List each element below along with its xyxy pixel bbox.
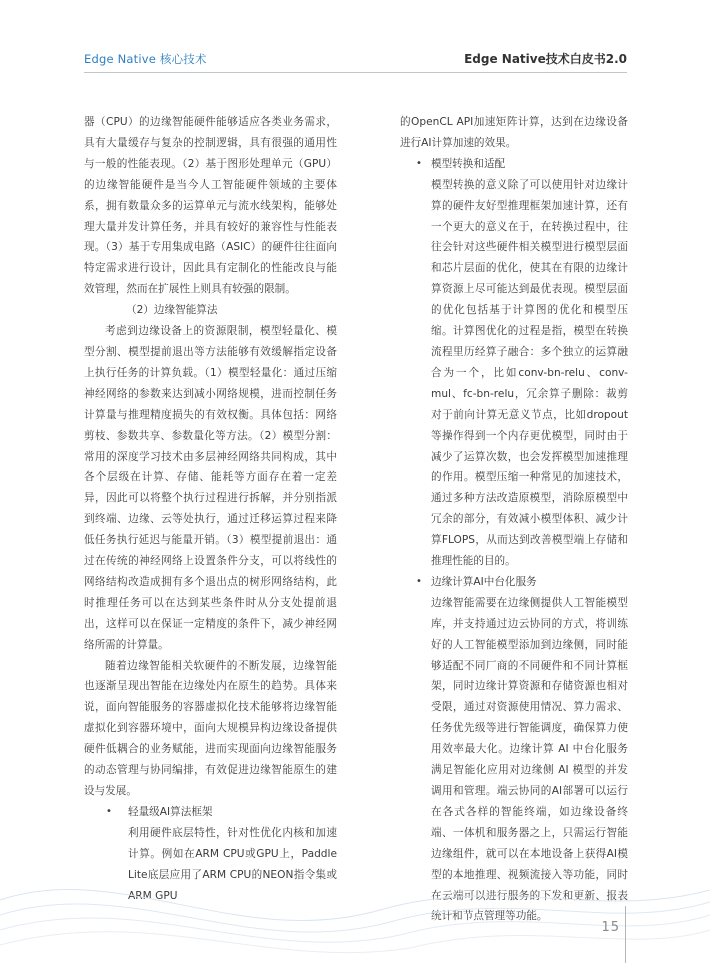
paragraph-hardware: 器（CPU）的边缘智能硬件能够适应各类业务需求，具有大量缓存与复杂的控制逻辑，具有很强的通用性与一般的性能表现。（2）基于图形处理单元（GPU）的边缘智能硬件是当今人工智能硬件领域的主要体系，拥有数量众多的运算单元与流水线架构，能够处理大量并发计算任务，并具有较好的兼容性与性能表现。（3）基于专用集成电路（ASIC）的硬件往往面向特定需求进行设计，因此具有定制化的性能改良与能效管理，然而在扩展性上则具有较强的限制。 bbox=[84, 116, 337, 296]
bullet-lightweight-framework-title: • 轻量级AI算法框架 bbox=[84, 802, 337, 823]
bullet-lightweight-framework-body: 利用硬件底层特性，针对性优化内核和加速计算。例如在ARM CPU或GPU上，Paddle Lite底层应用了ARM CPU的NEON指令集或ARM GPU bbox=[128, 826, 337, 902]
header-section-title: Edge Native 核心技术 bbox=[84, 52, 207, 66]
bullet-ai-platform-body: 边缘智能需要在边缘侧提供人工智能模型库，并支持通过边云协同的方式，将训练好的人工智能模型添加到边缘侧，同时能够适配不同厂商的不同硬件和不同计算框架，同时边缘计算资源和存储资源也相对受限，通过对资源使用情况、算力需求、任务优先级等进行智能调度，确保算力使用效率最大化。边缘计算 AI 中台化服务满足智能化应用对边缘侧 AI 模型的并发调用和管理。端云协同的AI部署可以运行在各式各样的智能终端，如边缘设备终端、一体机和服务器之上，只需运行智能边缘组件，就可以在本地设备上获得AI模型的本地推理、视频流接入等功能，同时在云端可以进行服务的下发和更新、报表统计和节点管理等功能。 bbox=[431, 596, 628, 923]
page-number: 15 bbox=[601, 920, 620, 935]
bullet-ai-platform-title: • 边缘计算AI中台化服务 bbox=[400, 572, 628, 593]
page-number-bar bbox=[625, 906, 626, 963]
header-divider bbox=[84, 72, 627, 73]
paragraph-algorithms: 考虑到边缘设备上的资源限制，模型轻量化、模型分割、模型提前退出等方法能够有效缓解指定设备上执行任务的计算负载。（1）模型轻量化：通过压缩神经网络的参数来达到减小网络规模，进而控制任务计算量与推理精度损失的有效权衡。具体包括：网络剪枝、参数共享、参数量化等方法。（2）模型分割：常用的深度学习技术由多层神经网络共同构成，其中各个层级在计算、存储、能耗等方面存在着一定差异，因此可以将整个执行过程进行拆解，并分别指派到终端、边缘、云等处执行，通过迁移运算过程来降低任务执行延迟与能量开销。（3）模型提前退出：通过在传统的神经网络上设置条件分支，可以将线性的网络结构改造成拥有多个退出点的树形网络结构，此时推理任务可以在达到某些条件时从分支处提前退出，这样可以在保证一定精度的条件下，减少神经网络所需的计算量。 bbox=[84, 325, 337, 651]
bullet-model-conversion-title: • 模型转换和适配 bbox=[400, 154, 628, 175]
header-document-title: Edge Native技术白皮书2.0 bbox=[464, 52, 627, 66]
paragraph-edge-native-trend: 随着边缘智能相关软硬件的不断发展，边缘智能也逐渐呈现出智能在边缘处内在原生的趋势。具体来说，面向智能服务的容器虚拟化技术能够将边缘智能虚拟化到容器环境中，面向大规模异构边缘设备提供硬件低耦合的业务赋能，进而实现面向边缘智能服务的动态管理与协同编排，有效促进边缘智能原生的建设与发展。 bbox=[84, 659, 337, 797]
paragraph-continued: 的OpenCL API加速矩阵计算，达到在边缘设备进行AI计算加速的效果。 bbox=[400, 116, 628, 149]
bullet-model-conversion-body: 模型转换的意义除了可以使用针对边缘计算的硬件友好型推理框架加速计算，还有一个更大的意义在于，在转换过程中，往往会针对这些硬件相关模型进行模型层面和芯片层面的优化，使其在有限的边缘计算资源上尽可能达到最优表现。模型层面的优化包括基于计算图的优化和模型压缩。计算图优化的过程是指，模型在转换流程里历经算子融合：多个独立的运算融合为一个，比如conv-bn-relu、conv-mul、fc-bn-relu，冗余算子删除：裁剪对于前向计算无意义节点，比如dropout等操作得到一个内存更优模型，同时由于减少了运算次数，也会发挥模型加速推理的作用。模型压缩一种常见的加速技术，通过多种方法改造原模型，消除原模型中冗余的部分，有效减小模型体积、减少计算FLOPS，从而达到改善模型端上存储和推理性能的目的。 bbox=[431, 178, 628, 568]
subheading-edge-ai-algorithms: （2）边缘智能算法 bbox=[126, 304, 218, 317]
right-column bbox=[400, 112, 628, 927]
decorative-wave-background bbox=[0, 840, 710, 963]
left-column bbox=[84, 112, 337, 906]
